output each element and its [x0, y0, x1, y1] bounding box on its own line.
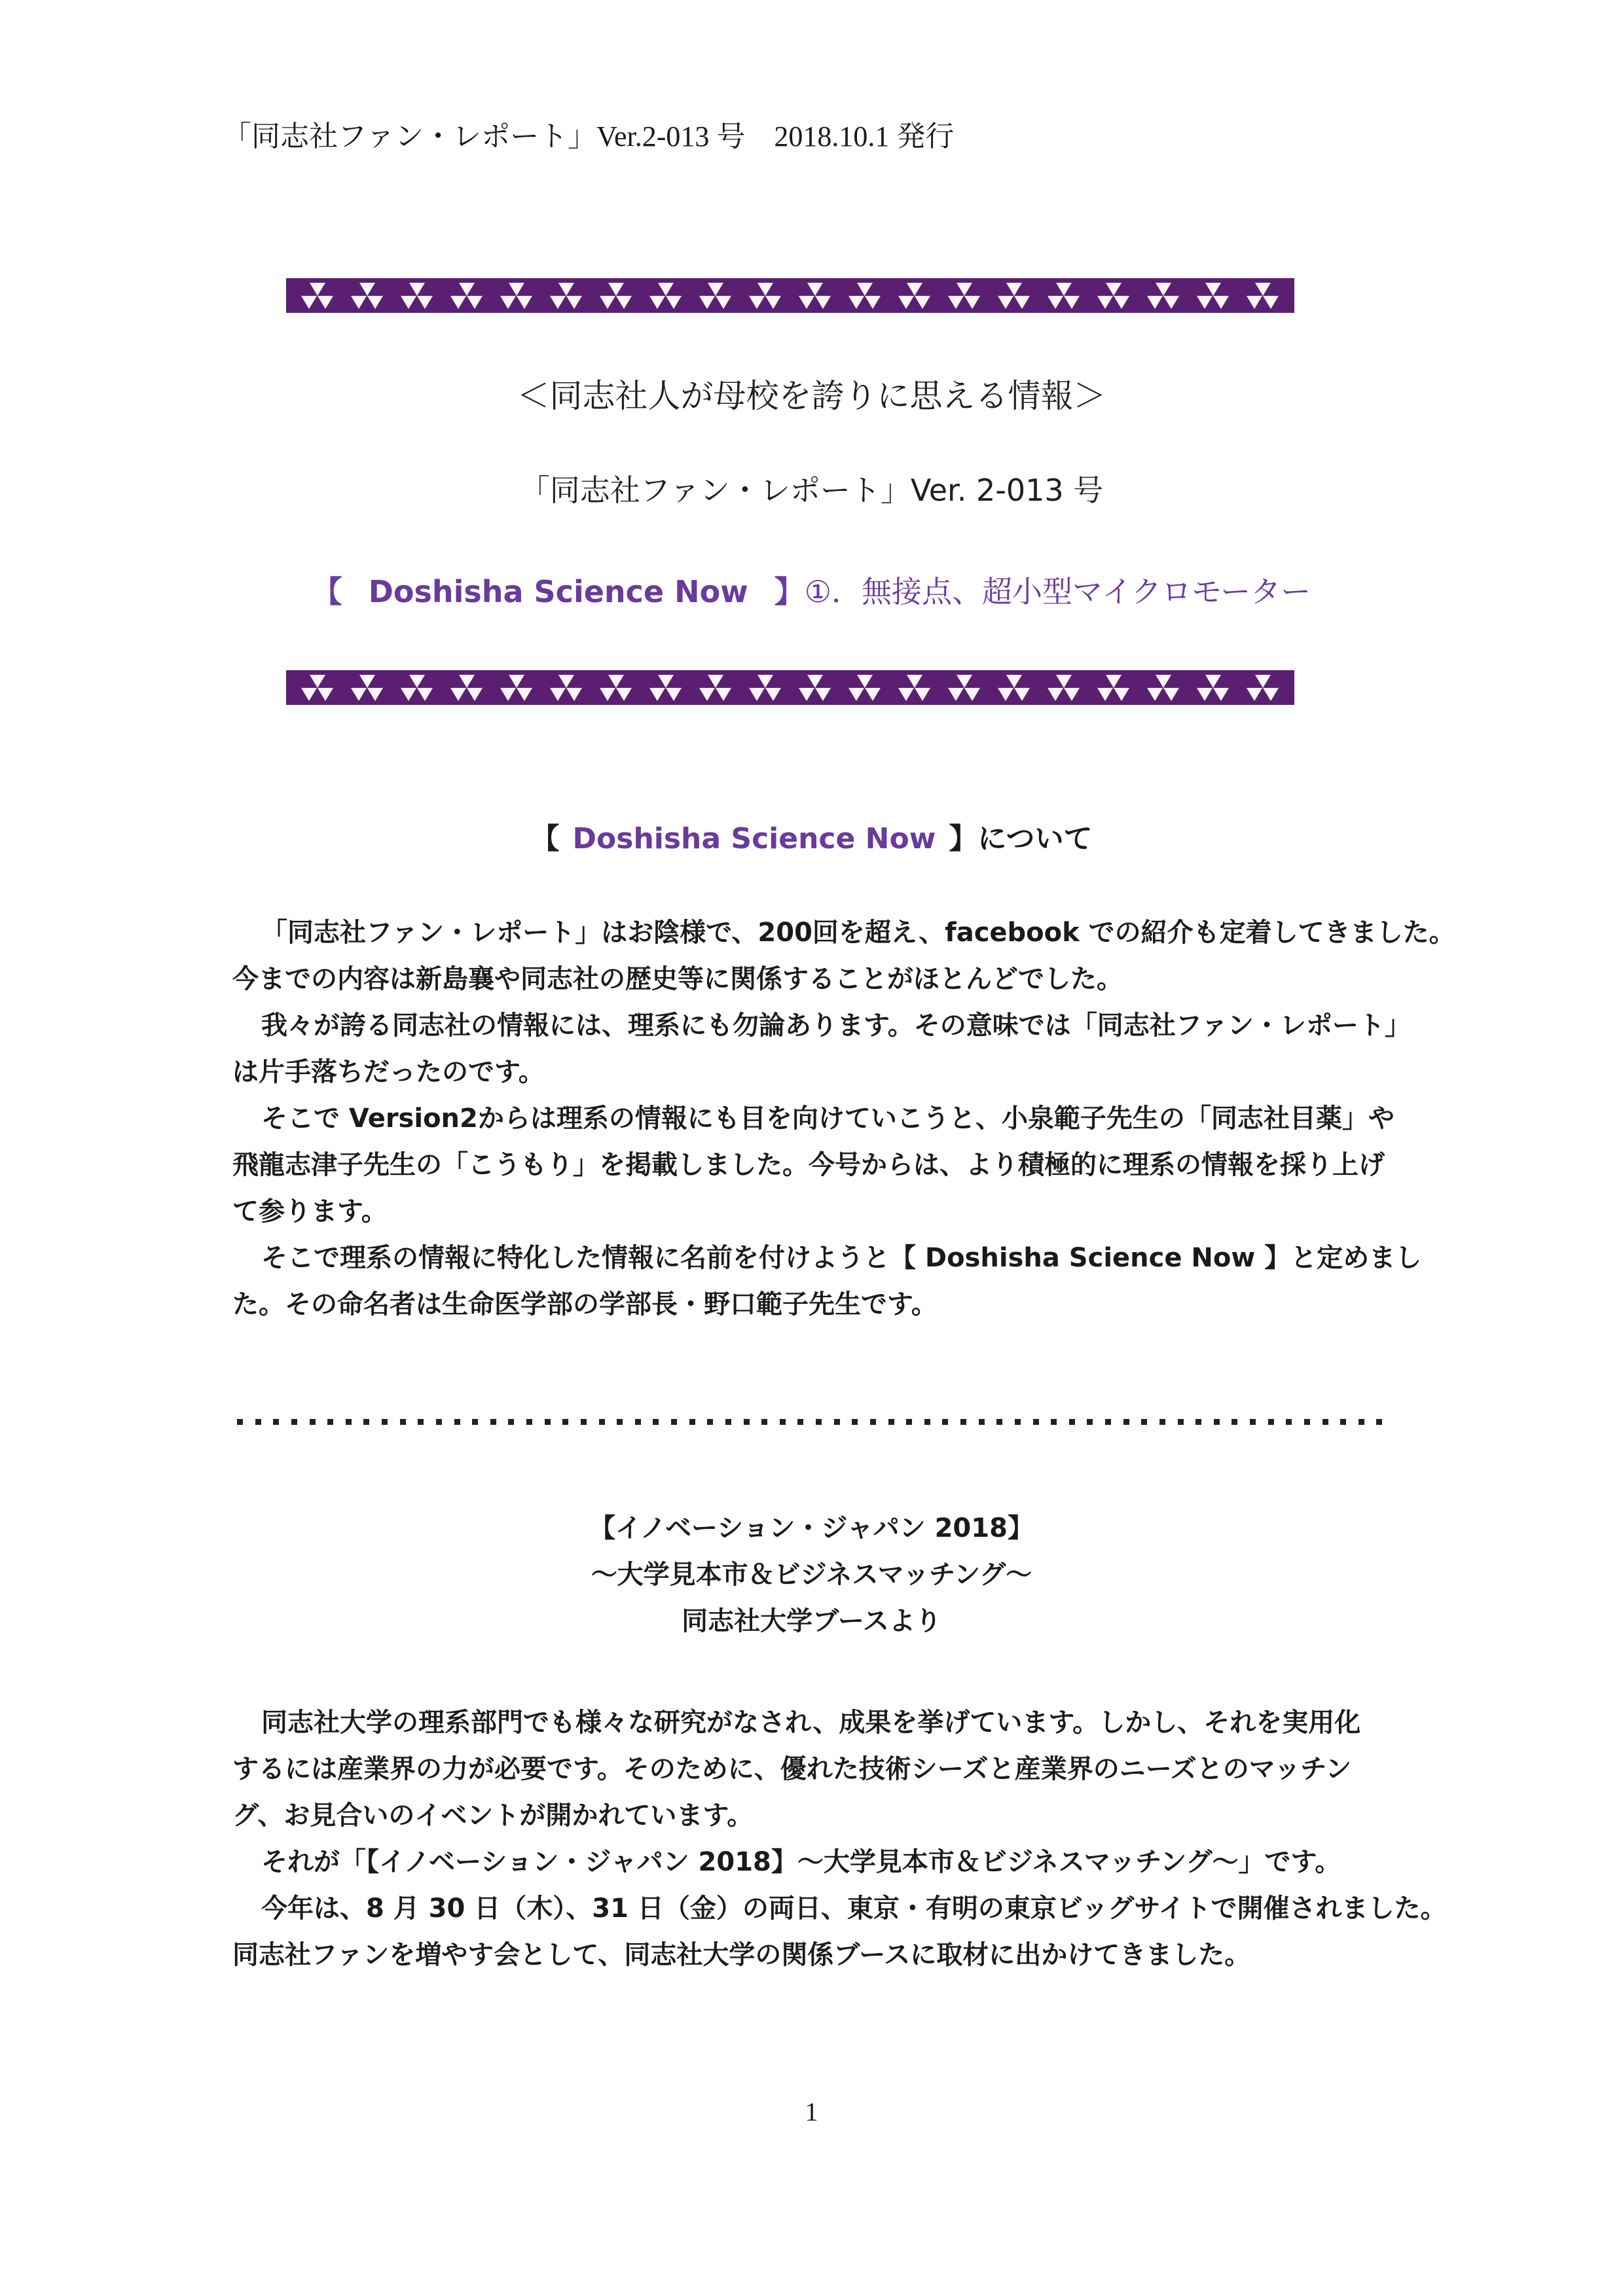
- document-header: 「同志社ファン・レポート」Ver.2-013 号 2018.10.1 発行: [223, 120, 955, 152]
- triple-triangle-crest-icon: [500, 283, 533, 309]
- event-title-line: ～大学見本市＆ビジネスマッチング～: [591, 1560, 1032, 1590]
- triple-triangle-crest-icon: [1097, 675, 1130, 701]
- event-title-line: 【イノベーション・ジャパン 2018】: [589, 1513, 1034, 1543]
- separator-dot: [924, 1419, 930, 1425]
- separator-dot: [1069, 1419, 1075, 1425]
- separator-dot: [454, 1419, 460, 1425]
- separator-dot: [960, 1419, 966, 1425]
- separator-dot: [581, 1419, 587, 1425]
- triple-triangle-crest-icon: [550, 283, 583, 309]
- triple-triangle-crest-icon: [600, 283, 632, 309]
- triple-triangle-crest-icon: [1247, 675, 1279, 701]
- separator-dot: [761, 1419, 767, 1425]
- separator-dot: [327, 1419, 333, 1425]
- text-line: そこで理系の情報に特化した情報に名前を付けようと【 Doshisha Science Now 】と定めまし: [261, 1243, 1422, 1273]
- separator-dot: [490, 1419, 496, 1425]
- separator-dot: [870, 1419, 876, 1425]
- triple-triangle-crest-icon: [351, 675, 384, 701]
- event-title: [0, 1505, 1623, 1645]
- issue-title: [0, 568, 1623, 611]
- triple-triangle-crest-icon: [1048, 283, 1080, 309]
- separator-dot: [418, 1419, 424, 1425]
- separator-dot: [1214, 1419, 1220, 1425]
- separator-dot: [979, 1419, 985, 1425]
- separator-dot: [888, 1419, 894, 1425]
- separator-dot: [1087, 1419, 1093, 1425]
- bracket-close: 】: [774, 574, 805, 609]
- event-paragraph: [232, 1700, 1447, 1979]
- triple-triangle-crest-icon: [1197, 675, 1230, 701]
- text-line: 今までの内容は新島襄や同志社の歴史等に関係することがほとんどでした。: [232, 964, 1123, 994]
- separator-dot: [617, 1419, 623, 1425]
- triple-triangle-crest-icon: [401, 283, 433, 309]
- separator-dot: [780, 1419, 786, 1425]
- tagline: ＜同志社人が母校を誇りに思える情報＞: [517, 377, 1106, 415]
- separator-dot: [291, 1419, 297, 1425]
- triple-triangle-crest-icon: [799, 675, 831, 701]
- triple-triangle-crest-icon: [948, 675, 981, 701]
- separator-dot: [834, 1419, 840, 1425]
- text-line: グ、お見合いのイベントが開かれています。: [232, 1801, 754, 1831]
- text-line: 我々が誇る同志社の情報には、理系にも勿論あります。その意味では「同志社ファン・レポート」: [261, 1011, 1411, 1041]
- text-line: 今年は、8 月 30 日（木）、31 日（金）の両日、東京・有明の東京ビッグサイトで開催されました。: [261, 1893, 1447, 1924]
- decorative-banner-bottom: [286, 670, 1294, 705]
- separator-dot: [797, 1419, 803, 1425]
- separator-dot: [635, 1419, 641, 1425]
- triple-triangle-crest-icon: [1247, 283, 1279, 309]
- separator-dot: [1304, 1419, 1310, 1425]
- section-heading-about: [0, 815, 1623, 857]
- report-name: 「同志社ファン・レポート」Ver. 2-013 号: [519, 473, 1104, 508]
- separator-dot: [1231, 1419, 1237, 1425]
- triple-triangle-crest-icon: [799, 283, 831, 309]
- triple-triangle-crest-icon: [1147, 283, 1180, 309]
- separator-dot: [1286, 1419, 1292, 1425]
- separator-dot: [1322, 1419, 1328, 1425]
- triple-triangle-crest-icon: [948, 283, 981, 309]
- separator-dot: [346, 1419, 352, 1425]
- triple-triangle-crest-icon: [848, 283, 881, 309]
- separator-dot: [526, 1419, 532, 1425]
- brand-name: Doshisha Science Now: [572, 822, 936, 855]
- separator-dot: [508, 1419, 514, 1425]
- text-line: 飛龍志津子先生の「こうもり」を掲載しました。今号からは、より積極的に理系の情報を採り上げ: [232, 1150, 1385, 1180]
- separator-dot: [1376, 1419, 1382, 1425]
- triple-triangle-crest-icon: [848, 675, 881, 701]
- triple-triangle-crest-icon: [301, 283, 334, 309]
- about-paragraph: [232, 910, 1455, 1328]
- separator-dot: [996, 1419, 1002, 1425]
- separator-dot: [1178, 1419, 1184, 1425]
- separator-dot: [671, 1419, 677, 1425]
- separator-dot: [1268, 1419, 1274, 1425]
- separator-dot: [1359, 1419, 1364, 1425]
- separator-dot: [689, 1419, 695, 1425]
- separator-dot: [707, 1419, 713, 1425]
- separator-dot: [1340, 1419, 1346, 1425]
- text-line: そこで Version2からは理系の情報にも目を向けていこうと、小泉範子先生の「同志社目薬」や: [261, 1103, 1395, 1134]
- separator-dot: [562, 1419, 568, 1425]
- triple-triangle-crest-icon: [1097, 283, 1130, 309]
- separator-dot: [942, 1419, 948, 1425]
- text-line: するには産業界の力が必要です。そのために、優れた技術シーズと産業界のニーズとのマッチン: [232, 1754, 1352, 1784]
- bracket-open: 【: [530, 822, 560, 855]
- triple-triangle-crest-icon: [898, 283, 931, 309]
- triple-triangle-crest-icon: [699, 283, 732, 309]
- triple-triangle-crest-icon: [600, 675, 632, 701]
- separator-dot: [1105, 1419, 1111, 1425]
- separator-dot: [1141, 1419, 1147, 1425]
- separator-dot: [725, 1419, 731, 1425]
- triple-triangle-crest-icon: [1147, 675, 1180, 701]
- separator-dot: [1015, 1419, 1021, 1425]
- triple-triangle-crest-icon: [500, 675, 533, 701]
- separator-dot: [310, 1419, 316, 1425]
- triple-triangle-crest-icon: [450, 283, 483, 309]
- separator-dot: [852, 1419, 858, 1425]
- separator-dot: [653, 1419, 659, 1425]
- separator-dot: [1051, 1419, 1057, 1425]
- issue-topic: ①．無接点、超小型マイクロモーター: [804, 574, 1311, 609]
- text-line: 同志社大学の理系部門でも様々な研究がなされ、成果を挙げています。しかし、それを実用化: [261, 1708, 1361, 1738]
- separator-dot: [273, 1419, 279, 1425]
- triple-triangle-crest-icon: [998, 283, 1030, 309]
- separator-dot: [472, 1419, 478, 1425]
- triple-triangle-crest-icon: [749, 675, 782, 701]
- separator-dot: [1195, 1419, 1201, 1425]
- separator-dot: [1159, 1419, 1165, 1425]
- separator-dot: [255, 1419, 261, 1425]
- triple-triangle-crest-icon: [550, 675, 583, 701]
- separator-dot: [744, 1419, 750, 1425]
- triple-triangle-crest-icon: [898, 675, 931, 701]
- separator-dot: [1033, 1419, 1039, 1425]
- heading-suffix: 】について: [949, 822, 1093, 855]
- triple-triangle-crest-icon: [450, 675, 483, 701]
- separator-dot: [1123, 1419, 1129, 1425]
- separator-dot: [906, 1419, 912, 1425]
- triple-triangle-crest-icon: [1048, 675, 1080, 701]
- event-title-line: 同志社大学ブースより: [682, 1606, 941, 1636]
- triple-triangle-crest-icon: [649, 675, 682, 701]
- text-line: て参ります。: [232, 1196, 388, 1227]
- text-line: 「同志社ファン・レポート」はお陰様で、200回を超え、facebook での紹介も定着してきました。: [261, 918, 1455, 948]
- separator-dot: [237, 1419, 243, 1425]
- triple-triangle-crest-icon: [301, 675, 334, 701]
- triple-triangle-crest-icon: [998, 675, 1030, 701]
- triple-triangle-crest-icon: [649, 283, 682, 309]
- separator-dot: [1250, 1419, 1256, 1425]
- separator-dot: [545, 1419, 551, 1425]
- brand-name: Doshisha Science Now: [368, 574, 748, 609]
- text-line: 同志社ファンを増やす会として、同志社大学の関係ブースに取材に出かけてきました。: [232, 1940, 1251, 1970]
- separator-dot: [382, 1419, 388, 1425]
- triple-triangle-crest-icon: [1197, 283, 1230, 309]
- triple-triangle-crest-icon: [351, 283, 384, 309]
- separator-dot: [400, 1419, 406, 1425]
- separator-dot: [816, 1419, 822, 1425]
- triple-triangle-crest-icon: [401, 675, 433, 701]
- text-line: それが「【イノベーション・ジャパン 2018】～大学見本市＆ビジネスマッチング～」です。: [261, 1847, 1341, 1877]
- text-line: た。その命名者は生命医学部の学部長・野口範子先生です。: [232, 1289, 938, 1319]
- triple-triangle-crest-icon: [749, 283, 782, 309]
- bracket-open: 【: [312, 574, 342, 609]
- separator-dot: [599, 1419, 605, 1425]
- separator-dot: [436, 1419, 442, 1425]
- separator-dot: [363, 1419, 369, 1425]
- text-line: は片手落ちだったのです。: [232, 1057, 545, 1087]
- triple-triangle-crest-icon: [699, 675, 732, 701]
- decorative-banner-top: [286, 278, 1294, 313]
- dotted-separator: [237, 1419, 1383, 1426]
- page-number: 1: [805, 2097, 818, 2126]
